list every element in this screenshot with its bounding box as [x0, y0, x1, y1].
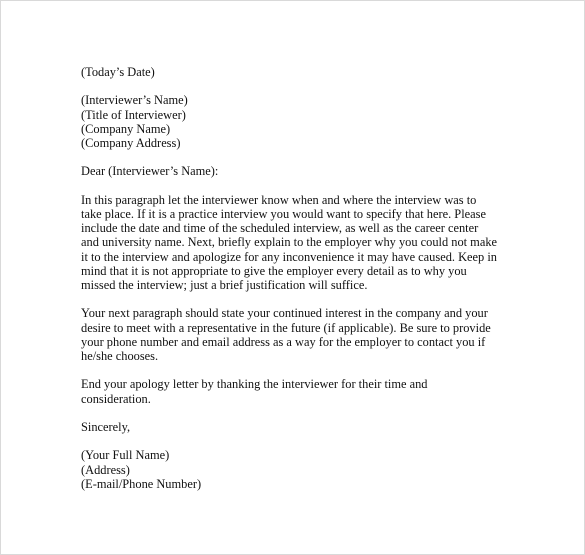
signature-name: (Your Full Name) [81, 448, 170, 463]
spacer [81, 179, 521, 193]
spacer [81, 150, 521, 164]
paragraph-line: take place. If it is a practice interview you would want to specify that here. Please [81, 206, 486, 221]
date-text: (Today’s Date) [81, 65, 155, 79]
spacer [81, 363, 521, 377]
recipient-name: (Interviewer’s Name) [81, 93, 188, 108]
paragraph-1 [81, 193, 521, 292]
paragraph-line: he/she chooses. [81, 349, 159, 363]
closing [81, 420, 521, 434]
spacer [81, 434, 521, 448]
spacer [81, 292, 521, 306]
recipient-address: (Company Address) [81, 136, 181, 150]
closing-text: Sincerely, [81, 419, 131, 434]
paragraph-line: and university name. Next, briefly explain to the employer why you could not make [81, 235, 498, 250]
signature-address: (Address) [81, 462, 130, 477]
recipient-title: (Title of Interviewer) [81, 107, 186, 122]
paragraph-2 [81, 306, 521, 363]
paragraph-line: mind that it is not appropriate to give the employer every detail as to why you [81, 263, 467, 278]
date-line [81, 65, 521, 79]
paragraph-3 [81, 377, 521, 405]
salutation-text: Dear (Interviewer’s Name): [81, 164, 219, 179]
paragraph-line: End your apology letter by thanking the interviewer for their time and [81, 377, 428, 392]
signature-block [81, 448, 521, 491]
letter-body [81, 65, 521, 491]
paragraph-line: desire to meet with a representative in the future (if applicable). Be sure to provide [81, 320, 491, 335]
paragraph-line: your phone number and email address as a way for the employer to contact you if [81, 334, 486, 349]
paragraph-line: consideration. [81, 391, 151, 406]
recipient-block [81, 93, 521, 150]
paragraph-line: Your next paragraph should state your continued interest in the company and your [81, 306, 488, 321]
spacer [81, 79, 521, 93]
signature-contact: (E-mail/Phone Number) [81, 476, 202, 491]
paragraph-line: In this paragraph let the interviewer know when and where the interview was to [81, 192, 477, 207]
paragraph-line: missed the interview; just a brief justification will suffice. [81, 278, 368, 292]
spacer [81, 406, 521, 420]
recipient-company: (Company Name) [81, 121, 171, 136]
paragraph-line: it to the interview and apologize for any inconvenience it may have caused. Keep in [81, 249, 497, 264]
paragraph-line: include the date and time of the scheduled interview, as well as the career center [81, 221, 479, 236]
salutation [81, 164, 521, 178]
